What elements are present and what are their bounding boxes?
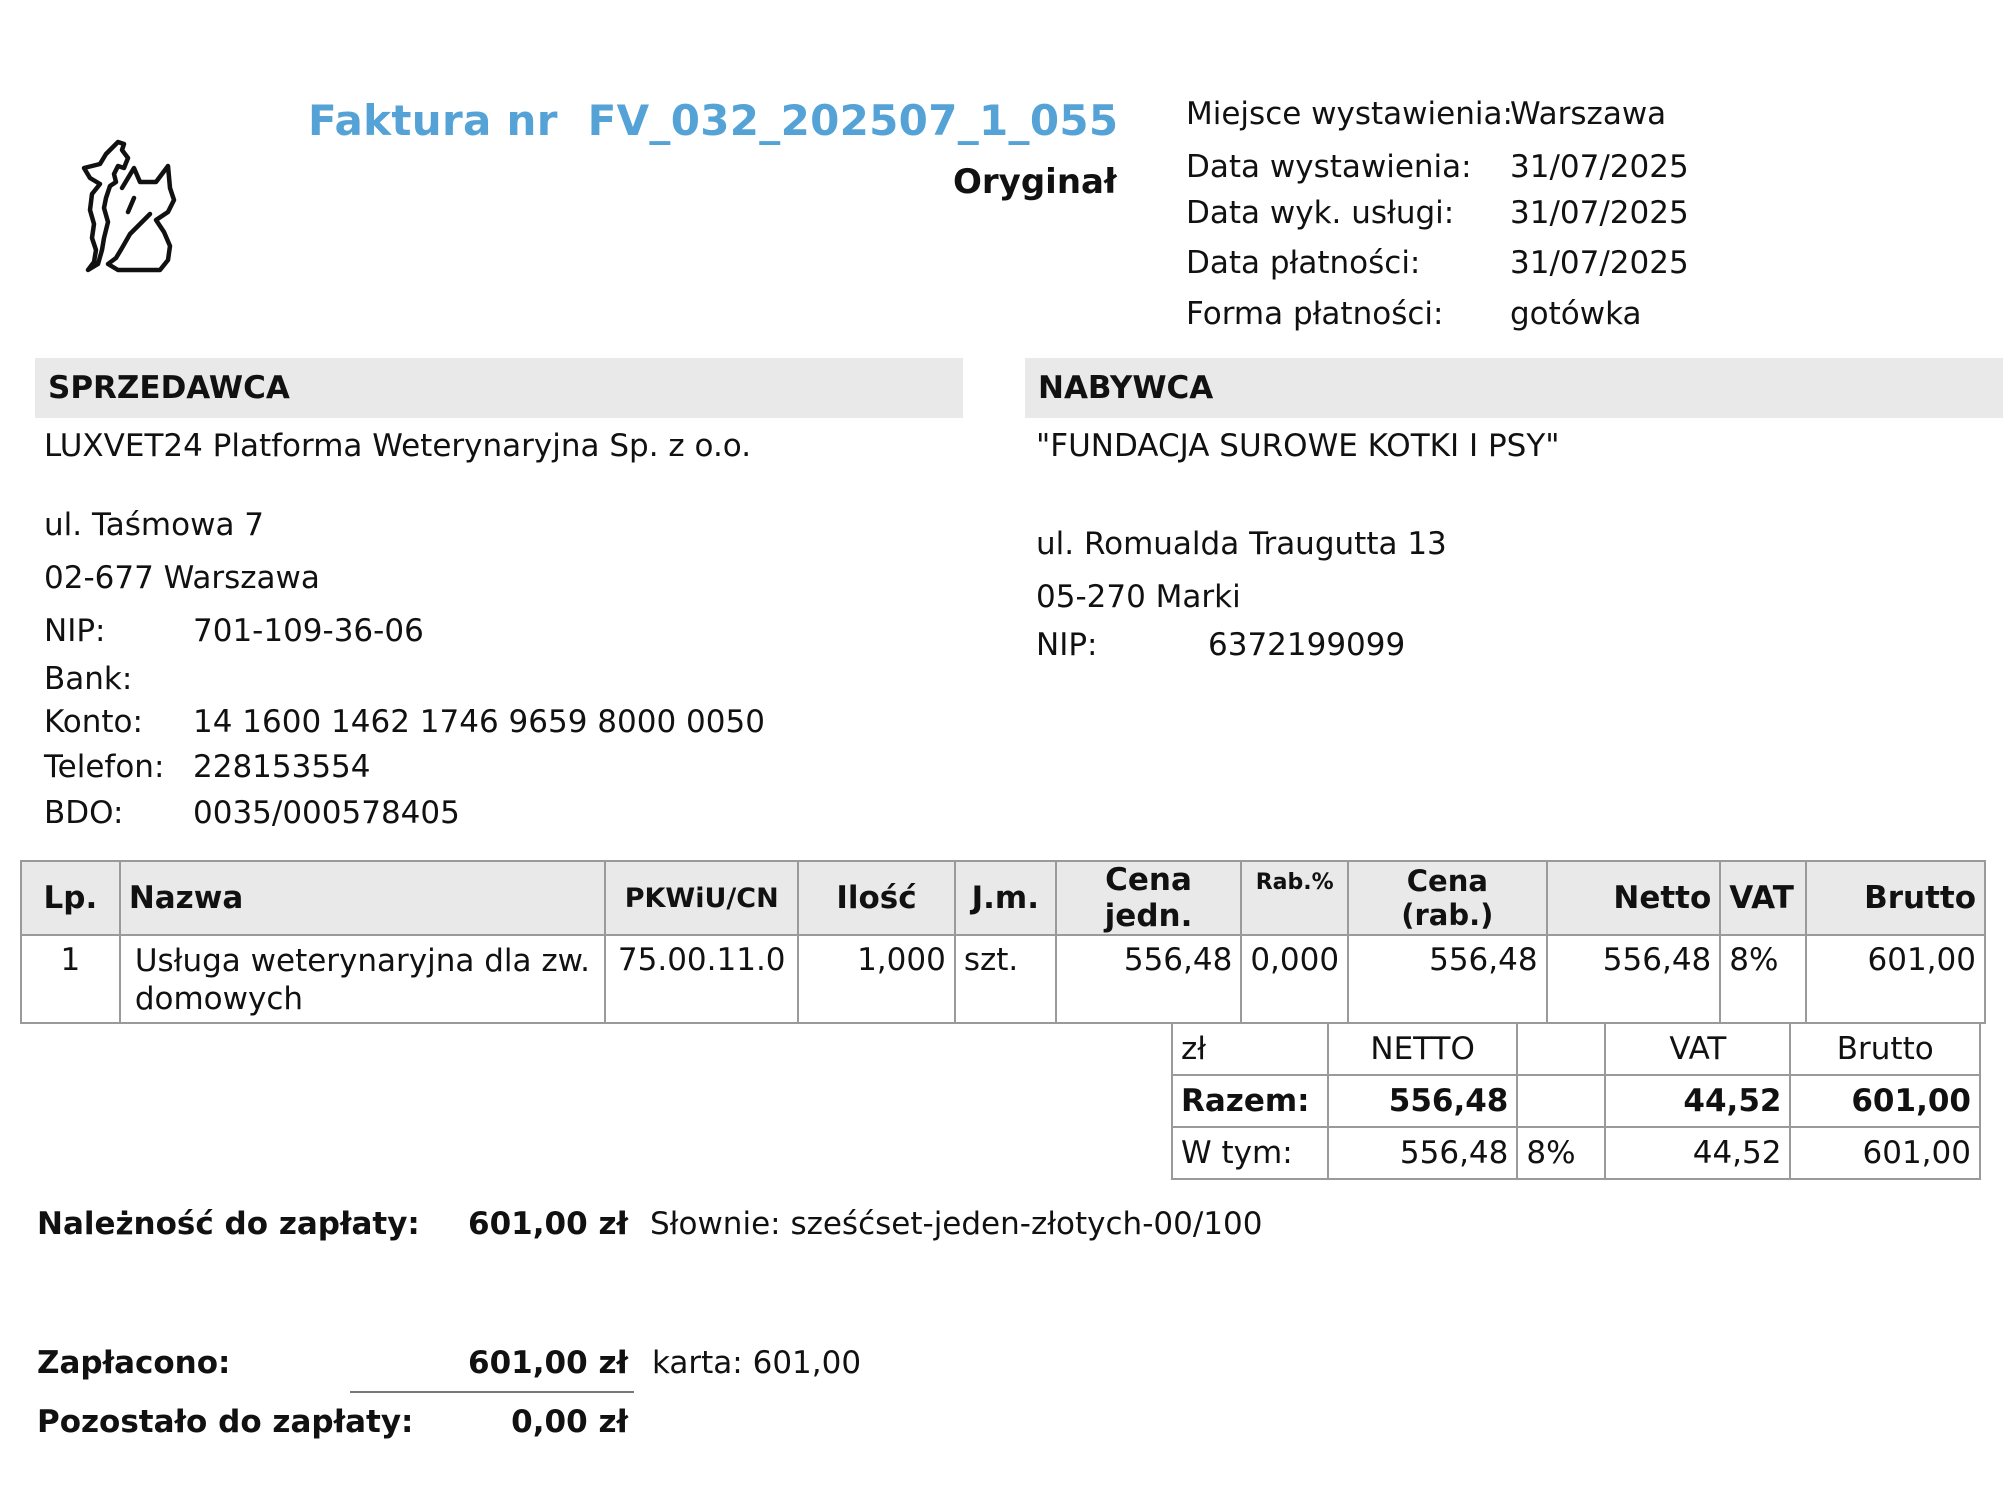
invoice-title: Faktura nr FV_032_202507_1_055 bbox=[308, 96, 1119, 145]
meta-place-value: Warszawa bbox=[1510, 96, 1667, 132]
totals-incl-gross: 601,00 bbox=[1790, 1127, 1980, 1179]
seller-bdo-label: BDO: bbox=[44, 795, 124, 831]
cell-lp: 1 bbox=[21, 935, 120, 1023]
cell-net: 556,48 bbox=[1547, 935, 1721, 1023]
cell-unit: szt. bbox=[955, 935, 1056, 1023]
meta-payment-date-value: 31/07/2025 bbox=[1510, 245, 1689, 281]
seller-phone-label: Telefon: bbox=[44, 749, 165, 785]
totals-incl-vat: 44,52 bbox=[1605, 1127, 1790, 1179]
col-header-name: Nazwa bbox=[120, 861, 605, 935]
totals-sum-gross: 601,00 bbox=[1790, 1075, 1980, 1127]
remaining-value: 0,00 zł bbox=[511, 1404, 628, 1440]
totals-incl-label: W tym: bbox=[1172, 1127, 1328, 1179]
amount-in-words: Słownie: sześćset-jeden-złotych-00/100 bbox=[650, 1206, 1263, 1242]
totals-sum-net: 556,48 bbox=[1328, 1075, 1517, 1127]
meta-place-label: Miejsce wystawienia: bbox=[1186, 96, 1513, 132]
seller-bank-label: Bank: bbox=[44, 661, 133, 697]
totals-incl-rate: 8% bbox=[1517, 1127, 1605, 1179]
paid-label: Zapłacono: bbox=[37, 1345, 231, 1381]
totals-col-net: NETTO bbox=[1328, 1023, 1517, 1075]
seller-heading: SPRZEDAWCA bbox=[35, 358, 963, 418]
seller-account-label: Konto: bbox=[44, 704, 143, 740]
col-header-qty: Ilość bbox=[798, 861, 955, 935]
cell-name-line1: Usługa weterynaryjna dla zw. bbox=[134, 943, 591, 979]
col-header-lp: Lp. bbox=[21, 861, 120, 935]
cell-gross: 601,00 bbox=[1806, 935, 1985, 1023]
seller-nip-value: 701-109-36-06 bbox=[193, 613, 424, 649]
buyer-nip-value: 6372199099 bbox=[1208, 627, 1406, 663]
totals-table bbox=[1171, 1022, 1981, 1180]
cell-qty: 1,000 bbox=[798, 935, 955, 1023]
paid-divider bbox=[350, 1391, 634, 1393]
col-header-gross: Brutto bbox=[1806, 861, 1985, 935]
buyer-nip-label: NIP: bbox=[1036, 627, 1098, 663]
meta-payment-date-label: Data płatności: bbox=[1186, 245, 1421, 281]
col-header-discount: Rab.% bbox=[1241, 861, 1348, 935]
col-header-net: Netto bbox=[1547, 861, 1721, 935]
amount-due-value: 601,00 zł bbox=[468, 1206, 628, 1242]
items-table bbox=[20, 860, 1986, 1024]
totals-col-vat: VAT bbox=[1605, 1023, 1790, 1075]
seller-name: LUXVET24 Platforma Weterynaryjna Sp. z o.o. bbox=[44, 428, 752, 464]
buyer-street: ul. Romualda Traugutta 13 bbox=[1036, 526, 1447, 562]
buyer-name: "FUNDACJA SUROWE KOTKI I PSY" bbox=[1036, 428, 1560, 464]
col-header-discounted-price: Cena (rab.) bbox=[1348, 861, 1547, 935]
totals-header-row bbox=[1172, 1023, 1980, 1075]
clinic-logo-icon bbox=[78, 138, 202, 276]
copy-type-label: Oryginał bbox=[953, 162, 1117, 202]
seller-city: 02-677 Warszawa bbox=[44, 560, 320, 596]
amount-due-label: Należność do zapłaty: bbox=[37, 1206, 420, 1242]
remaining-label: Pozostało do zapłaty: bbox=[37, 1404, 414, 1440]
table-row bbox=[21, 935, 1985, 1023]
totals-col-rate bbox=[1517, 1023, 1605, 1075]
col-header-vat: VAT bbox=[1720, 861, 1806, 935]
seller-phone-value: 228153554 bbox=[193, 749, 371, 785]
meta-issue-date-value: 31/07/2025 bbox=[1510, 149, 1689, 185]
meta-issue-date-label: Data wystawienia: bbox=[1186, 149, 1472, 185]
seller-nip-label: NIP: bbox=[44, 613, 106, 649]
paid-method-note: karta: 601,00 bbox=[652, 1345, 862, 1381]
cell-name bbox=[120, 935, 605, 1023]
col-header-pkwiu: PKWiU/CN bbox=[605, 861, 798, 935]
col-header-unit: J.m. bbox=[955, 861, 1056, 935]
meta-service-date-label: Data wyk. usługi: bbox=[1186, 195, 1455, 231]
meta-payment-method-value: gotówka bbox=[1510, 296, 1642, 332]
totals-incl-row bbox=[1172, 1127, 1980, 1179]
totals-sum-row bbox=[1172, 1075, 1980, 1127]
cell-discount: 0,000 bbox=[1241, 935, 1348, 1023]
totals-sum-label: Razem: bbox=[1172, 1075, 1328, 1127]
buyer-heading: NABYWCA bbox=[1025, 358, 2003, 418]
seller-bdo-value: 0035/000578405 bbox=[193, 795, 460, 831]
seller-account-value: 14 1600 1462 1746 9659 8000 0050 bbox=[193, 704, 765, 740]
cell-discounted-price: 556,48 bbox=[1348, 935, 1547, 1023]
cell-unit-price: 556,48 bbox=[1056, 935, 1242, 1023]
cell-vat: 8% bbox=[1720, 935, 1806, 1023]
totals-incl-net: 556,48 bbox=[1328, 1127, 1517, 1179]
totals-currency: zł bbox=[1172, 1023, 1328, 1075]
meta-payment-method-label: Forma płatności: bbox=[1186, 296, 1444, 332]
cell-name-line2: domowych bbox=[134, 981, 304, 1017]
items-header-row bbox=[21, 861, 1985, 935]
meta-service-date-value: 31/07/2025 bbox=[1510, 195, 1689, 231]
totals-sum-vat: 44,52 bbox=[1605, 1075, 1790, 1127]
cell-pkwiu: 75.00.11.0 bbox=[605, 935, 798, 1023]
seller-street: ul. Taśmowa 7 bbox=[44, 507, 265, 543]
col-header-unit-price: Cena jedn. bbox=[1056, 861, 1242, 935]
buyer-city: 05-270 Marki bbox=[1036, 579, 1241, 615]
totals-sum-rate bbox=[1517, 1075, 1605, 1127]
totals-col-gross: Brutto bbox=[1790, 1023, 1980, 1075]
paid-value: 601,00 zł bbox=[468, 1345, 628, 1381]
